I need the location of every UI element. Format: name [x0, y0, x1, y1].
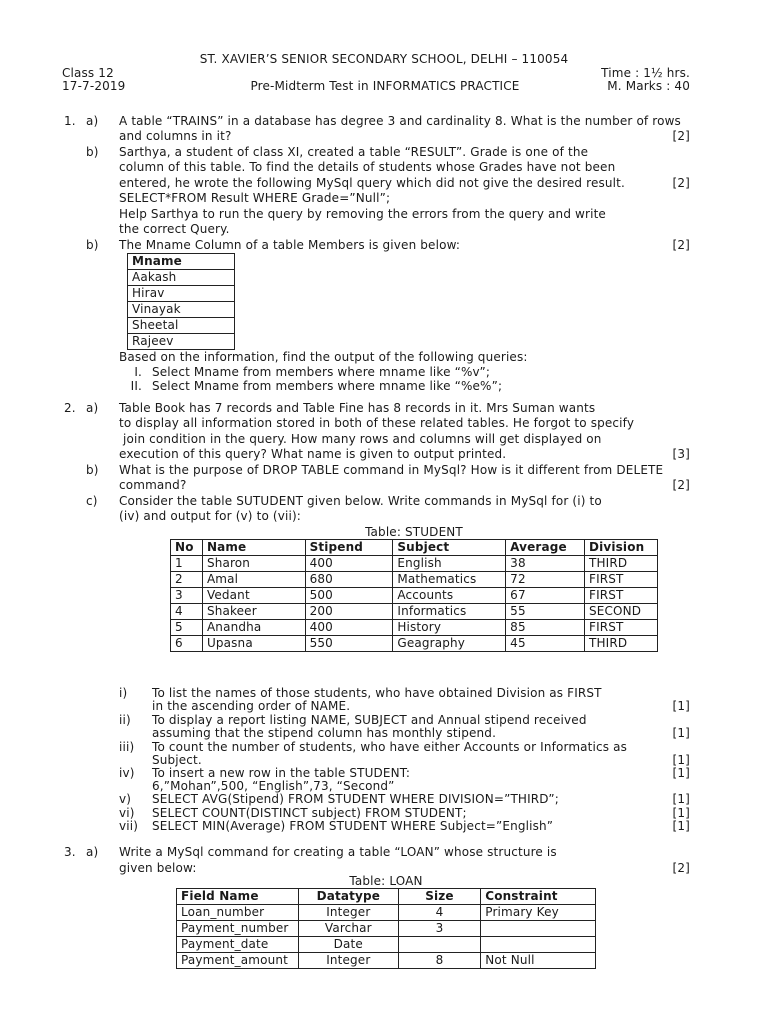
part-line: SELECT MIN(Average) FROM STUDENT WHERE Subject=”English” [152, 819, 554, 833]
student-cell: English [393, 556, 506, 572]
q1b2-label: b) [86, 238, 99, 252]
loan-cell: Payment_date [177, 937, 299, 953]
q1b-line: the correct Query. [119, 222, 230, 236]
mname-table [127, 253, 235, 350]
loan-header: Constraint [481, 889, 596, 905]
student-cell: Accounts [393, 588, 506, 604]
part-line: To list the names of those students, who have obtained Division as FIRST [152, 686, 602, 700]
loan-table [176, 888, 596, 969]
student-cell: 67 [506, 588, 585, 604]
student-cell: Upasna [202, 636, 305, 652]
student-header: Division [585, 540, 658, 556]
loan-cell: 3 [398, 921, 481, 937]
part-marks: [1] [672, 792, 690, 806]
table-row [177, 953, 596, 969]
question-2-number: 2. [64, 401, 76, 415]
mname-cell: Hirav [128, 286, 235, 302]
q1b-line: column of this table. To find the details of students whose Grades have not been [119, 160, 616, 174]
student-cell: SECOND [585, 604, 658, 620]
student-cell: Amal [202, 572, 305, 588]
q2a-label: a) [86, 401, 99, 415]
student-header: Average [506, 540, 585, 556]
q2b-label: b) [86, 463, 99, 477]
student-cell: FIRST [585, 620, 658, 636]
part-line: SELECT COUNT(DISTINCT subject) FROM STUDENT; [152, 806, 467, 820]
q1b2-intro: The Mname Column of a table Members is given below: [119, 238, 461, 252]
part-marks: [1] [672, 753, 690, 767]
student-cell: Mathematics [393, 572, 506, 588]
loan-header: Size [398, 889, 481, 905]
table-row [171, 620, 658, 636]
loan-cell: Loan_number [177, 905, 299, 921]
loan-table-caption: Table: LOAN [349, 874, 423, 888]
q3a-label: a) [86, 845, 99, 859]
q1a-label: a) [86, 114, 99, 128]
loan-cell: Primary Key [481, 905, 596, 921]
student-cell: Shakeer [202, 604, 305, 620]
q1b-label: b) [86, 145, 99, 159]
table-row [171, 572, 658, 588]
question-3-number: 3. [64, 845, 76, 859]
table-row [171, 604, 658, 620]
q1a-line: and columns in it? [119, 129, 232, 143]
part-marks: [1] [672, 819, 690, 833]
q2a-line: execution of this query? What name is given to output printed. [119, 447, 507, 461]
mname-cell: Vinayak [128, 302, 235, 318]
loan-cell: Integer [298, 953, 398, 969]
student-header: Subject [393, 540, 506, 556]
time-allowed: Time : 1½ hrs. [601, 66, 690, 80]
part-marks: [1] [672, 806, 690, 820]
student-table-caption: Table: STUDENT [365, 525, 463, 539]
q2a-marks: [3] [672, 447, 690, 461]
mname-cell: Sheetal [128, 318, 235, 334]
query-text: Select Mname from members where mname like “%v”; [152, 365, 491, 379]
q1b-line: Sarthya, a student of class XI, created a table “RESULT”. Grade is one of the [119, 145, 589, 159]
loan-cell [481, 921, 596, 937]
q1b-line: entered, he wrote the following MySql query which did not give the desired result. [119, 176, 625, 190]
mname-cell: Rajeev [128, 334, 235, 350]
question-1-number: 1. [64, 114, 76, 128]
student-cell: 55 [506, 604, 585, 620]
class-label: Class 12 [62, 66, 114, 80]
loan-cell: Payment_number [177, 921, 299, 937]
loan-cell: Not Null [481, 953, 596, 969]
q1b2-after: Based on the information, find the output of the following queries: [119, 350, 528, 364]
q1b-marks: [2] [672, 176, 690, 190]
part-line: SELECT AVG(Stipend) FROM STUDENT WHERE DIVISION=”THIRD”; [152, 792, 559, 806]
part-line: in the ascending order of NAME. [152, 699, 351, 713]
table-row [171, 556, 658, 572]
table-row [177, 905, 596, 921]
loan-cell: 8 [398, 953, 481, 969]
student-cell: History [393, 620, 506, 636]
query-text: Select Mname from members where mname like “%e%”; [152, 379, 503, 393]
student-cell: 5 [171, 620, 203, 636]
student-cell: THIRD [585, 636, 658, 652]
part-line: To display a report listing NAME, SUBJECT and Annual stipend received [152, 713, 587, 727]
q2b-marks: [2] [672, 478, 690, 492]
student-cell: 72 [506, 572, 585, 588]
q2b-line: command? [119, 478, 187, 492]
part-num: iii) [119, 740, 135, 754]
student-cell: 45 [506, 636, 585, 652]
mname-header: Mname [128, 254, 235, 270]
q1b-query: SELECT*FROM Result WHERE Grade=”Null”; [119, 191, 391, 205]
student-cell: Vedant [202, 588, 305, 604]
loan-cell: Date [298, 937, 398, 953]
part-num: ii) [119, 713, 131, 727]
q2a-line: to display all information stored in both of these related tables. He forgot to specify [119, 416, 635, 430]
test-date: 17-7-2019 [62, 79, 126, 93]
part-num: vii) [119, 819, 139, 833]
test-title: Pre-Midterm Test in INFORMATICS PRACTICE [250, 79, 520, 93]
student-cell: 2 [171, 572, 203, 588]
student-cell: 3 [171, 588, 203, 604]
q1a-line: A table “TRAINS” in a database has degree 3 and cardinality 8. What is the number of rows [119, 114, 681, 128]
part-num: vi) [119, 806, 135, 820]
q2a-line: Table Book has 7 records and Table Fine has 8 records in it. Mrs Suman wants [119, 401, 596, 415]
student-cell: FIRST [585, 572, 658, 588]
student-cell: Sharon [202, 556, 305, 572]
loan-header: Field Name [177, 889, 299, 905]
loan-cell: Integer [298, 905, 398, 921]
q2a-line: join condition in the query. How many rows and columns will get displayed on [123, 432, 602, 446]
part-line: assuming that the stipend column has monthly stipend. [152, 726, 497, 740]
student-cell: 4 [171, 604, 203, 620]
loan-cell [398, 937, 481, 953]
q3a-marks: [2] [672, 861, 690, 875]
student-cell: 6 [171, 636, 203, 652]
q1b-line: Help Sarthya to run the query by removing the errors from the query and write [119, 207, 606, 221]
student-cell: 500 [305, 588, 393, 604]
student-cell: 1 [171, 556, 203, 572]
student-cell: Geagraphy [393, 636, 506, 652]
student-cell: THIRD [585, 556, 658, 572]
loan-cell: 4 [398, 905, 481, 921]
part-line: 6,”Mohan”,500, “English”,73, “Second” [152, 779, 395, 793]
q3a-line: given below: [119, 861, 197, 875]
loan-cell: Payment_amount [177, 953, 299, 969]
part-marks: [1] [672, 699, 690, 713]
q2b-line: What is the purpose of DROP TABLE command in MySql? How is it different from DELETE [119, 463, 664, 477]
student-cell: 550 [305, 636, 393, 652]
student-cell: 38 [506, 556, 585, 572]
q2c-label: c) [86, 494, 98, 508]
student-cell: 680 [305, 572, 393, 588]
part-line: Subject. [152, 753, 202, 767]
loan-cell: Varchar [298, 921, 398, 937]
q1a-marks: [2] [672, 129, 690, 143]
part-num: iv) [119, 766, 135, 780]
query-num: II. [130, 379, 142, 393]
table-row [177, 921, 596, 937]
q3a-line: Write a MySql command for creating a table “LOAN” whose structure is [119, 845, 557, 859]
max-marks: M. Marks : 40 [607, 79, 690, 93]
student-cell: Informatics [393, 604, 506, 620]
part-line: To insert a new row in the table STUDENT: [152, 766, 411, 780]
student-header: Name [202, 540, 305, 556]
loan-header: Datatype [298, 889, 398, 905]
student-table [170, 539, 658, 652]
student-cell: FIRST [585, 588, 658, 604]
mname-cell: Aakash [128, 270, 235, 286]
student-cell: Anandha [202, 620, 305, 636]
part-marks: [1] [672, 766, 690, 780]
part-num: v) [119, 792, 132, 806]
student-cell: 85 [506, 620, 585, 636]
student-cell: 400 [305, 620, 393, 636]
q2c-line: Consider the table SUTUDENT given below. Write commands in MySql for (i) to [119, 494, 602, 508]
student-cell: 400 [305, 556, 393, 572]
student-header: No [171, 540, 203, 556]
loan-cell [481, 937, 596, 953]
q1b2-marks: [2] [672, 238, 690, 252]
table-row [177, 937, 596, 953]
part-num: i) [119, 686, 128, 700]
q2c-line: (iv) and output for (v) to (vii): [119, 509, 301, 523]
table-row [171, 588, 658, 604]
part-line: To count the number of students, who have either Accounts or Informatics as [152, 740, 628, 754]
student-header: Stipend [305, 540, 393, 556]
student-cell: 200 [305, 604, 393, 620]
table-row [171, 636, 658, 652]
school-name: ST. XAVIER’S SENIOR SECONDARY SCHOOL, DELHI – 110054 [199, 52, 569, 66]
query-num: I. [134, 365, 142, 379]
part-marks: [1] [672, 726, 690, 740]
